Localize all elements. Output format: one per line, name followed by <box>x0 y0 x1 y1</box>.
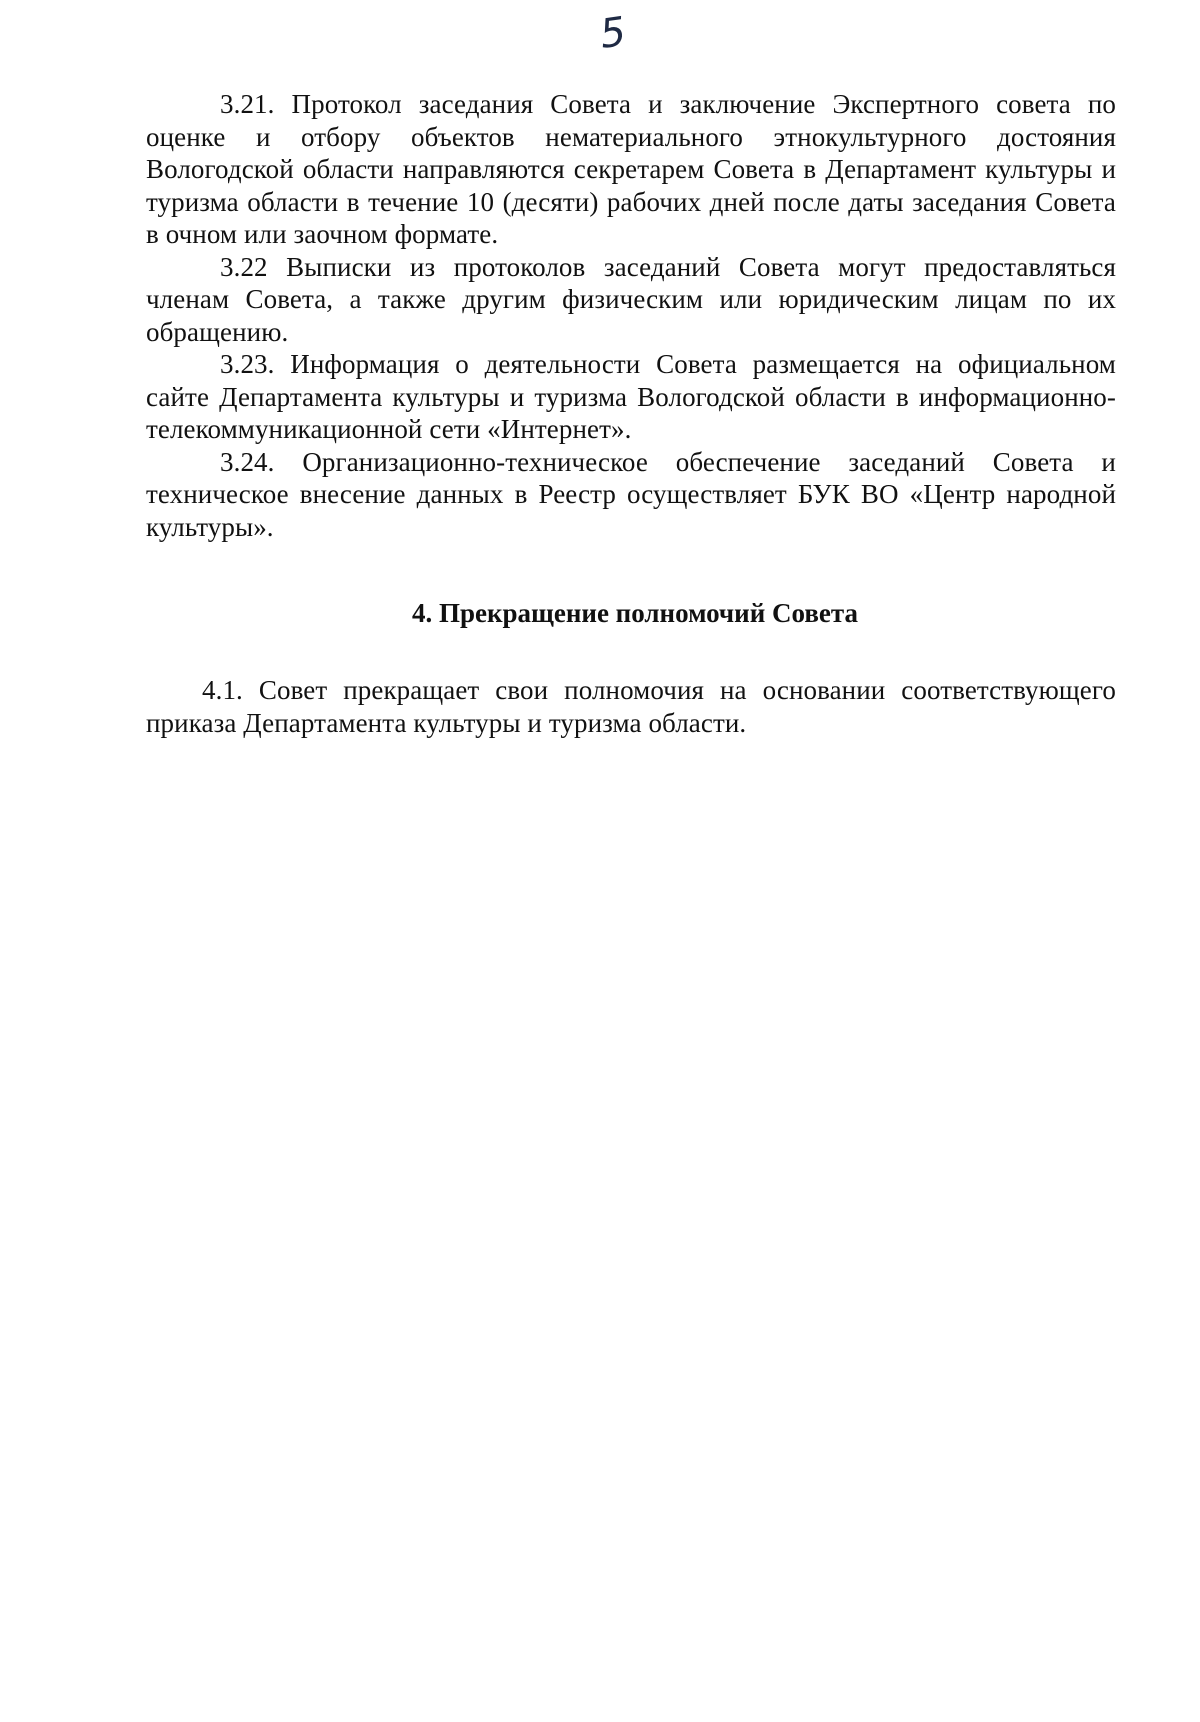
document-body <box>146 88 1116 739</box>
section-4-heading: 4. Прекращение полномочий Совета <box>411 598 858 628</box>
paragraph-3-24: 3.24. Организационно-техническое обеспечение заседаний Совета и техническое внесение данных в Реестр осуществляет БУК ВО «Центр народной культуры». <box>146 446 1116 542</box>
paragraph-3-21: 3.21. Протокол заседания Совета и заключение Экспертного совета по оценке и отбору объектов нематериального этнокультурного достояния Вологодской области направляются секретарем Совета в Департамент культуры и туризма области в течение 10 (десяти) рабочих дней после даты заседания Совета в очном или заочном формате. <box>146 89 1116 249</box>
paragraph-3-23: 3.23. Информация о деятельности Совета размещается на официальном сайте Департамента культуры и туризма Вологодской области в информационно-телекоммуникационной сети «Интернет». <box>146 349 1116 444</box>
paragraph-3-22: 3.22 Выписки из протоколов заседаний Совета могут предоставляться членам Совета, а также другим физическим или юридическим лицам по их обращению. <box>146 251 1116 347</box>
paragraph-4-1: 4.1. Совет прекращает свои полномочия на основании соответствующего приказа Департамента культуры и туризма области. <box>146 675 1116 738</box>
page-number: 5 <box>597 8 629 58</box>
